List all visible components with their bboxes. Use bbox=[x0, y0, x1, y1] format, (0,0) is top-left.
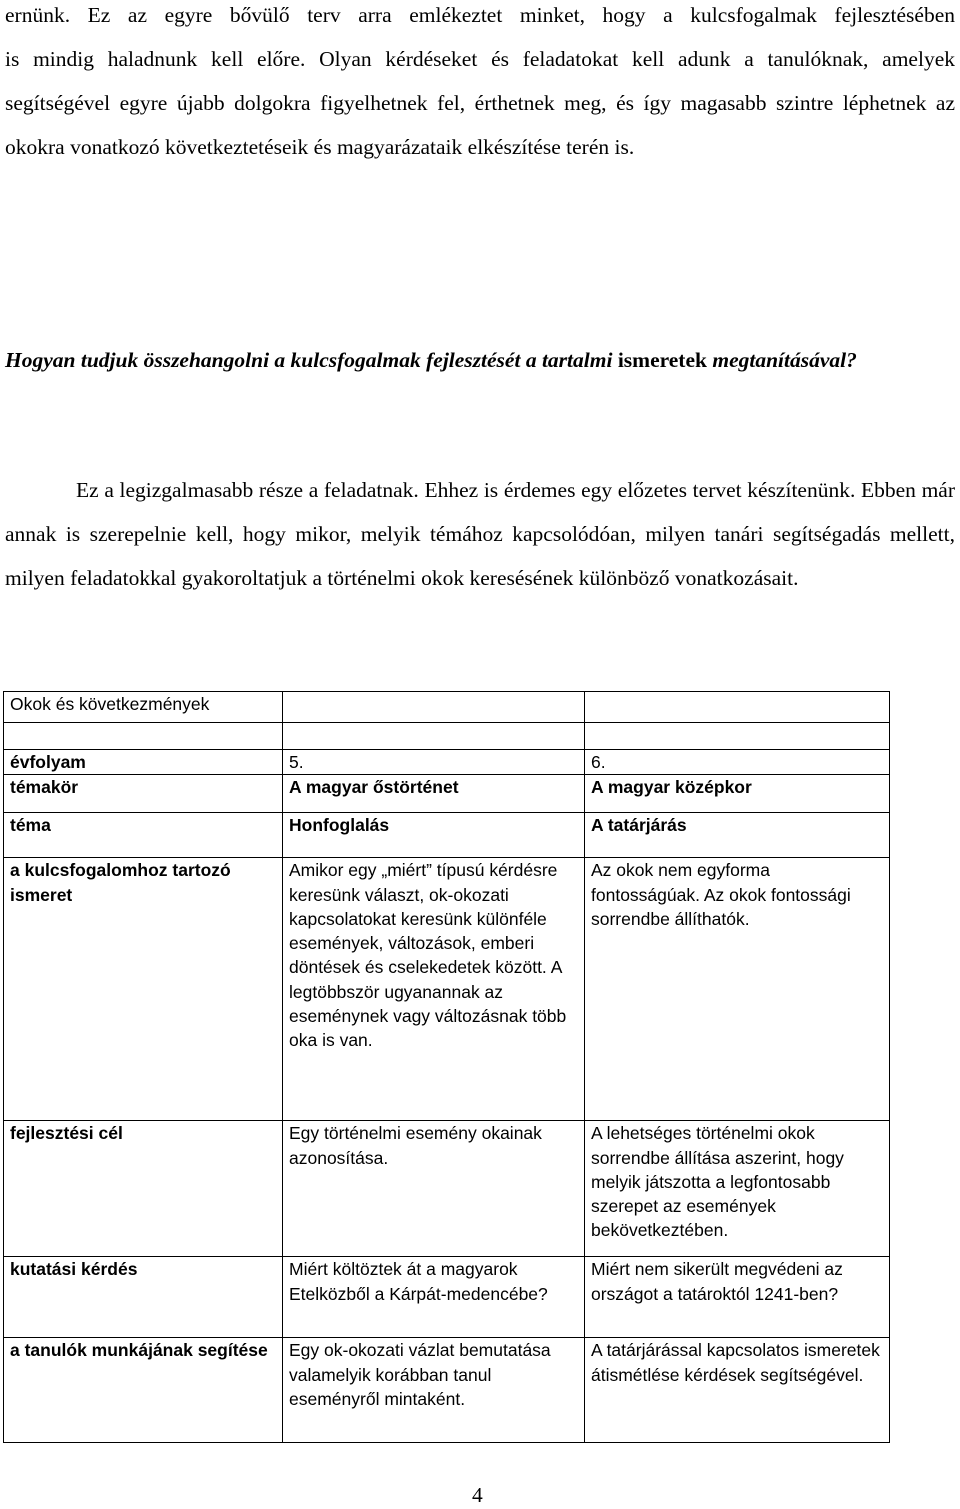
table-cell: Honfoglalás bbox=[283, 813, 585, 858]
table-cell: Amikor egy „miért” típusú kérdésre keresünk választ, ok-okozati kapcsolatokat keresünk különféle események, változások, emberi döntések és cselekedetek között. A legtöbbször ugyanannak az eseménynek vagy változásnak több oka is van. bbox=[283, 858, 585, 1121]
table-cell: Egy történelmi esemény okainak azonosítása. bbox=[283, 1121, 585, 1257]
intro-paragraph-rest: is mindig haladnunk kell előre. Olyan kérdéseket és feladatokat kell adunk a tanulóknak, amelyek segítségével egyre újabb dolgokra figyelhetnek fel, érthetnek meg, és így magasabb szintre léphetnek az okokra vonatkozó következtetéseik és magyarázataik elkészítése terén is. bbox=[5, 47, 955, 159]
table-row bbox=[4, 1257, 890, 1338]
row-label: évfolyam bbox=[4, 750, 283, 775]
table-cell: Miért költöztek át a magyarok Etelközből a Kárpát-medencébe? bbox=[283, 1257, 585, 1338]
row-label: a tanulók munkájának segítése bbox=[4, 1338, 283, 1443]
table-title: Okok és következmények bbox=[4, 692, 283, 723]
table-cell: A lehetséges történelmi okok sorrendbe állítása aszerint, hogy melyik játszotta a legfontosabb szerepet az események bekövetkeztében. bbox=[585, 1121, 890, 1257]
row-label: témakör bbox=[4, 775, 283, 813]
table-row bbox=[4, 775, 890, 813]
table-cell: A magyar őstörténet bbox=[283, 775, 585, 813]
page-number: 4 bbox=[472, 1483, 483, 1507]
table-row bbox=[4, 1121, 890, 1257]
heading-italic-tail: megtanításával? bbox=[712, 348, 857, 372]
heading-italic: Hogyan tudjuk összehangolni a kulcsfogalmak fejlesztését a tartalmi bbox=[5, 348, 613, 372]
section-heading bbox=[5, 338, 955, 382]
table-cell bbox=[283, 692, 585, 723]
table-row bbox=[4, 858, 890, 1121]
intro-paragraph-line1: ernünk. Ez az egyre bővülő terv arra emlékeztet minket, hogy a kulcsfogalmak fejlesztésében bbox=[5, 3, 955, 27]
table-cell: A tatárjárással kapcsolatos ismeretek átismétlése kérdések segítségével. bbox=[585, 1338, 890, 1443]
heading-plain: ismeretek bbox=[617, 348, 707, 372]
body-paragraph: Ez a legizgalmasabb része a feladatnak. Ehhez is érdemes egy előzetes tervet készítenünk. Ebben már annak is szerepelnie kell, hogy mikor, melyik témához kapcsolódóan, milyen tanári segítségadás mellett, milyen feladatokkal gyakoroltatjuk a történelmi okok keresésének különböző vonatkozásait. bbox=[5, 478, 955, 590]
table-cell bbox=[4, 723, 283, 750]
intro-paragraph bbox=[5, 0, 955, 169]
planning-table bbox=[3, 691, 890, 1443]
row-label: kutatási kérdés bbox=[4, 1257, 283, 1338]
table-row bbox=[4, 1338, 890, 1443]
table-cell: A magyar középkor bbox=[585, 775, 890, 813]
table-cell: 5. bbox=[283, 750, 585, 775]
row-label: fejlesztési cél bbox=[4, 1121, 283, 1257]
table-cell bbox=[585, 723, 890, 750]
table-cell: A tatárjárás bbox=[585, 813, 890, 858]
table-cell: Egy ok-okozati vázlat bemutatása valamelyik korábban tanul eseményről mintaként. bbox=[283, 1338, 585, 1443]
table-row bbox=[4, 750, 890, 775]
row-label: a kulcsfogalomhoz tartozó ismeret bbox=[4, 858, 283, 1121]
table-cell bbox=[283, 723, 585, 750]
table-cell: Az okok nem egyforma fontosságúak. Az okok fontossági sorrendbe állíthatók. bbox=[585, 858, 890, 1121]
row-label: téma bbox=[4, 813, 283, 858]
table-cell: 6. bbox=[585, 750, 890, 775]
table-row bbox=[4, 813, 890, 858]
table-cell bbox=[585, 692, 890, 723]
table-cell: Miért nem sikerült megvédeni az országot a tatároktól 1241-ben? bbox=[585, 1257, 890, 1338]
